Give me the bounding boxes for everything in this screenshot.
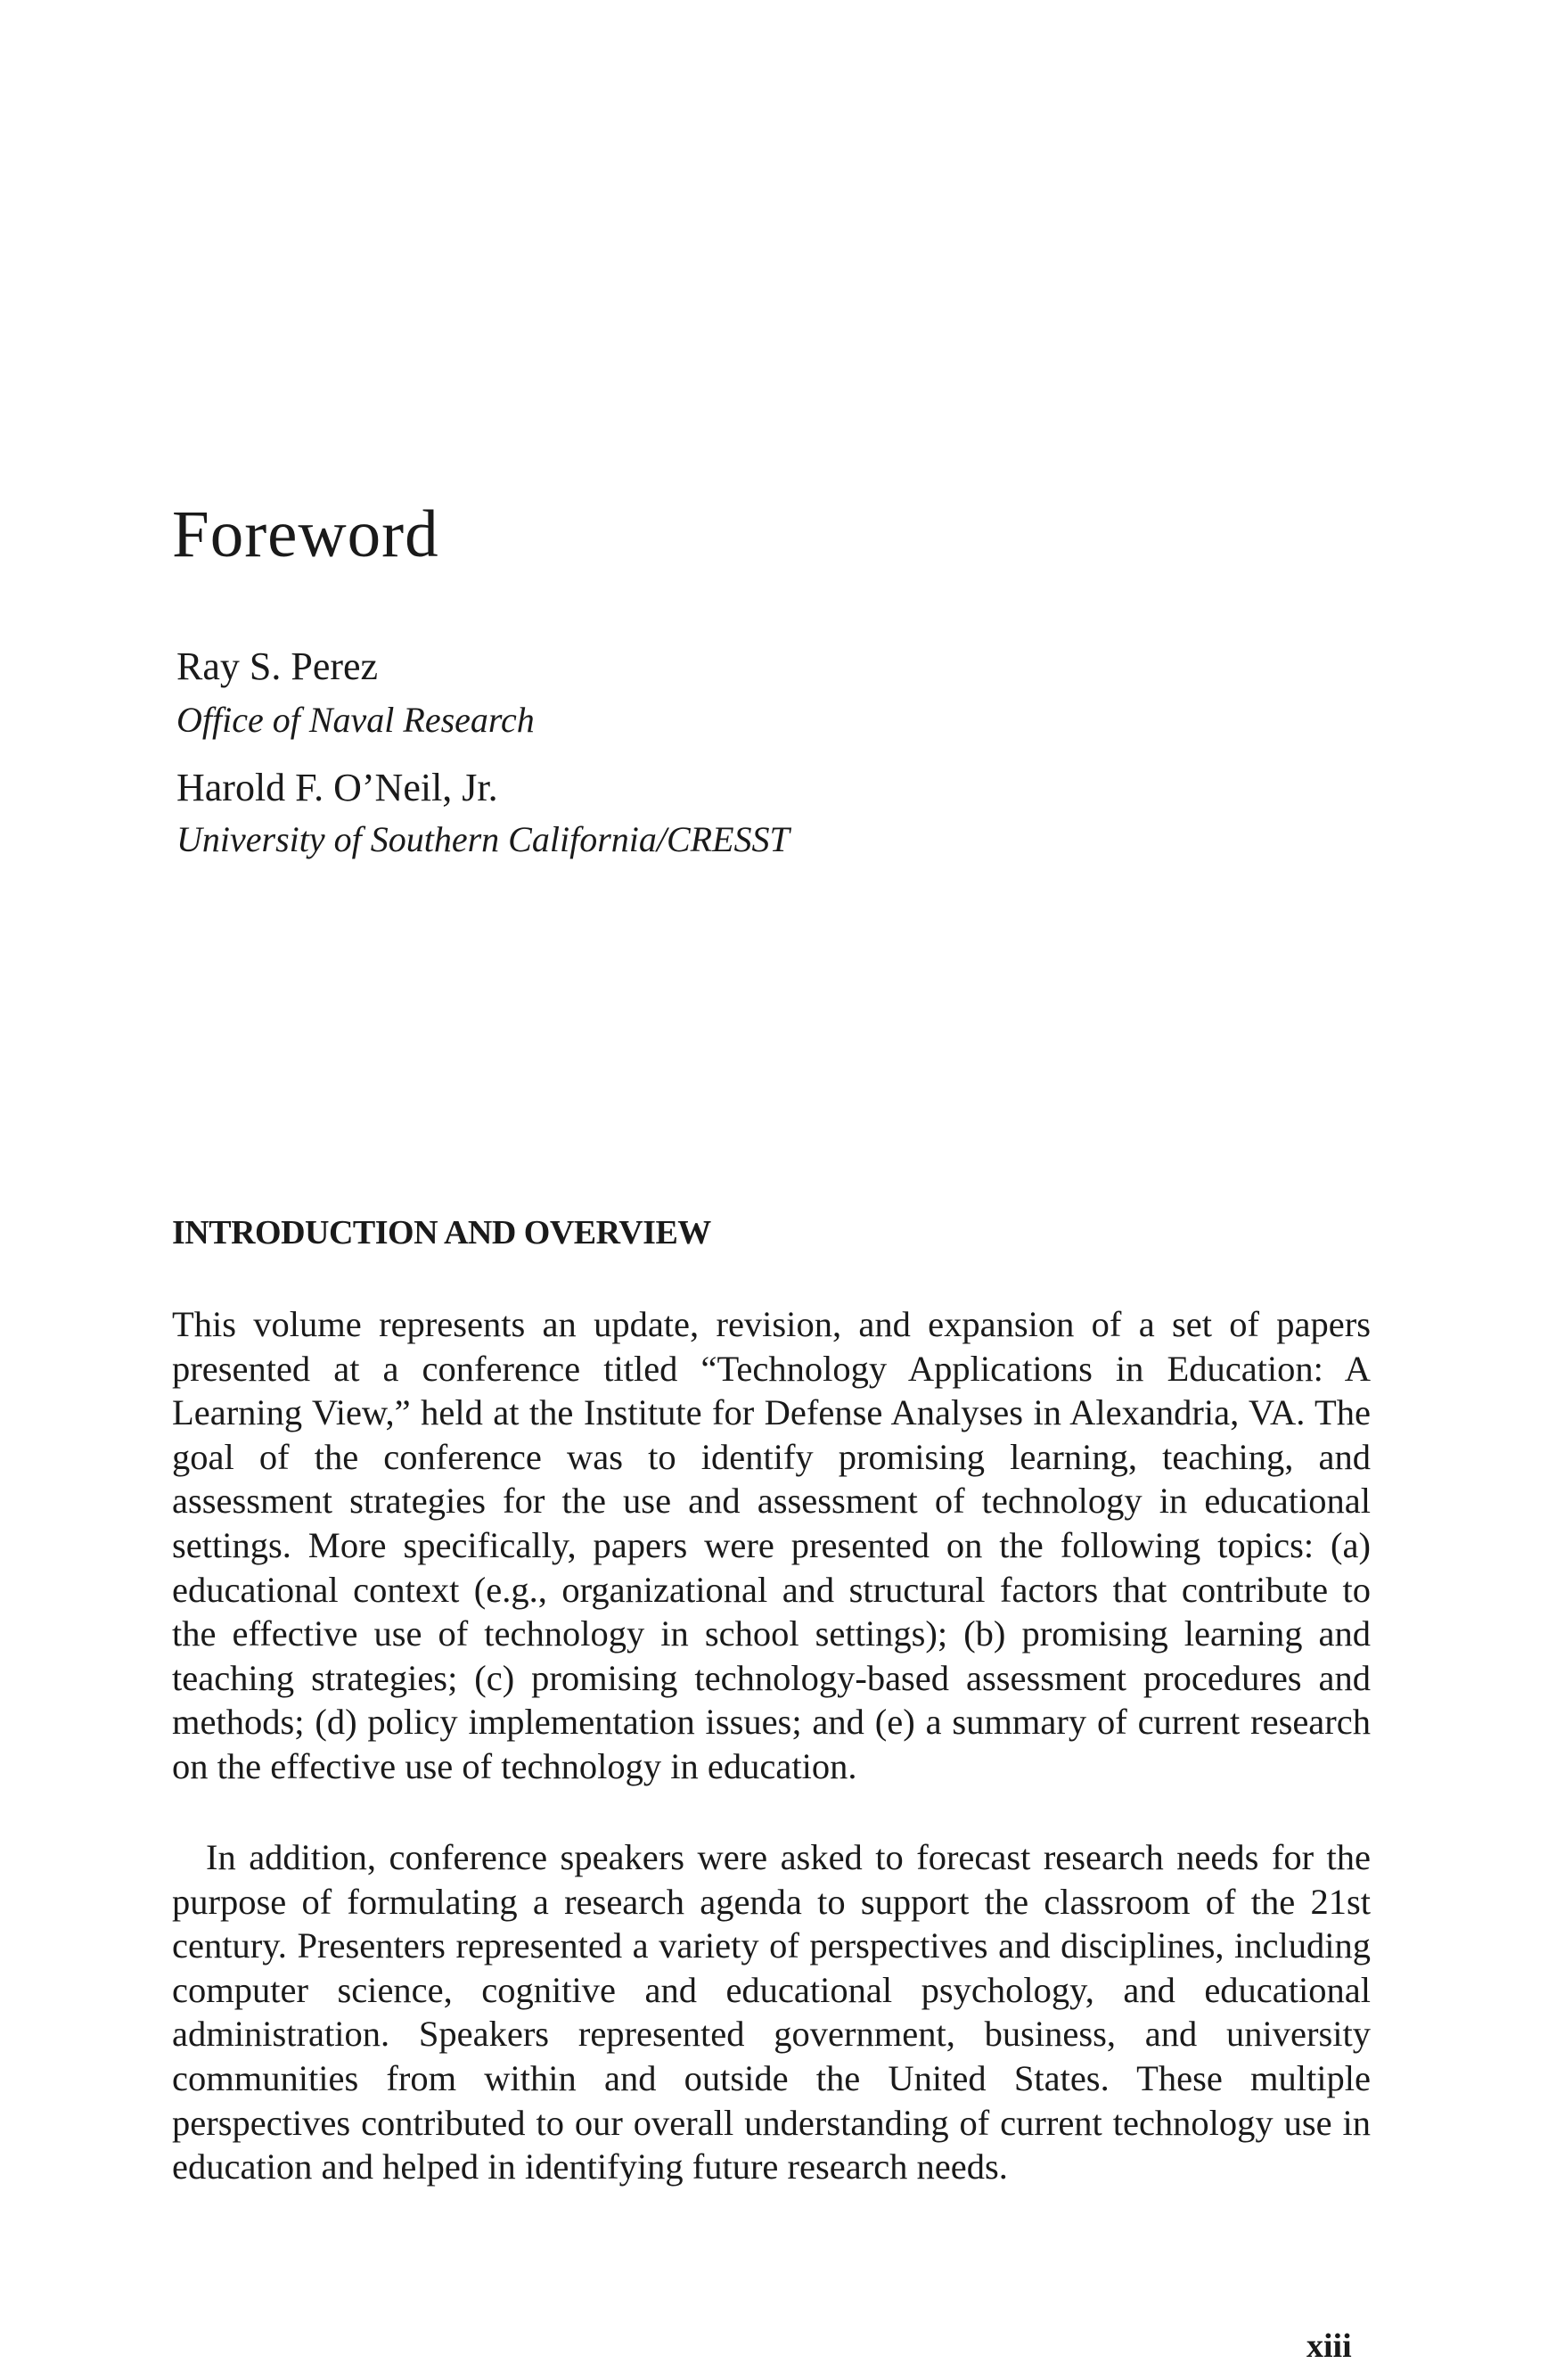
page-number: xiii [1306, 2327, 1352, 2365]
section-heading: INTRODUCTION AND OVERVIEW [172, 1214, 711, 1252]
author-affiliation: University of Southern California/CRESST [176, 819, 790, 859]
body-paragraph: In addition, conference speakers were asked to forecast research needs for the purpose of formulating a research agenda to support the classroom of the 21st century. Presenters represented a variety of perspectives and disciplines, including computer science, cognitive and educational psychology, and educational administration. Speakers represented government, business, and university communities from within and outside the United States. These multiple perspectives contributed to our overall understanding of current technology use in education and helped in identifying future research needs. [172, 1837, 1371, 2187]
chapter-title: Foreword [172, 497, 439, 571]
author-name: Ray S. Perez [176, 644, 379, 688]
author-name: Harold F. O’Neil, Jr. [176, 766, 498, 809]
body-paragraph: This volume represents an update, revision, and expansion of a set of papers presented at a conference titled “Technology Applications in Education: A Learning View,” held at the Institute for Defense Analyses in Alexandria, VA. The goal of the conference was to identify promising learning, teaching, and assessment strategies for the use and assessment of technology in educational settings. More specifically, papers were presented on the following topics: (a) educational context (e.g., organizational and structural factors that contribute to the effective use of technology in school settings); (b) promising learning and teaching strategies; (c) promising technology-based assessment procedures and methods; (d) policy implementation issues; and (e) a summary of current research on the effective use of technology in education. [172, 1304, 1371, 1786]
author-affiliation: Office of Naval Research [176, 700, 535, 740]
